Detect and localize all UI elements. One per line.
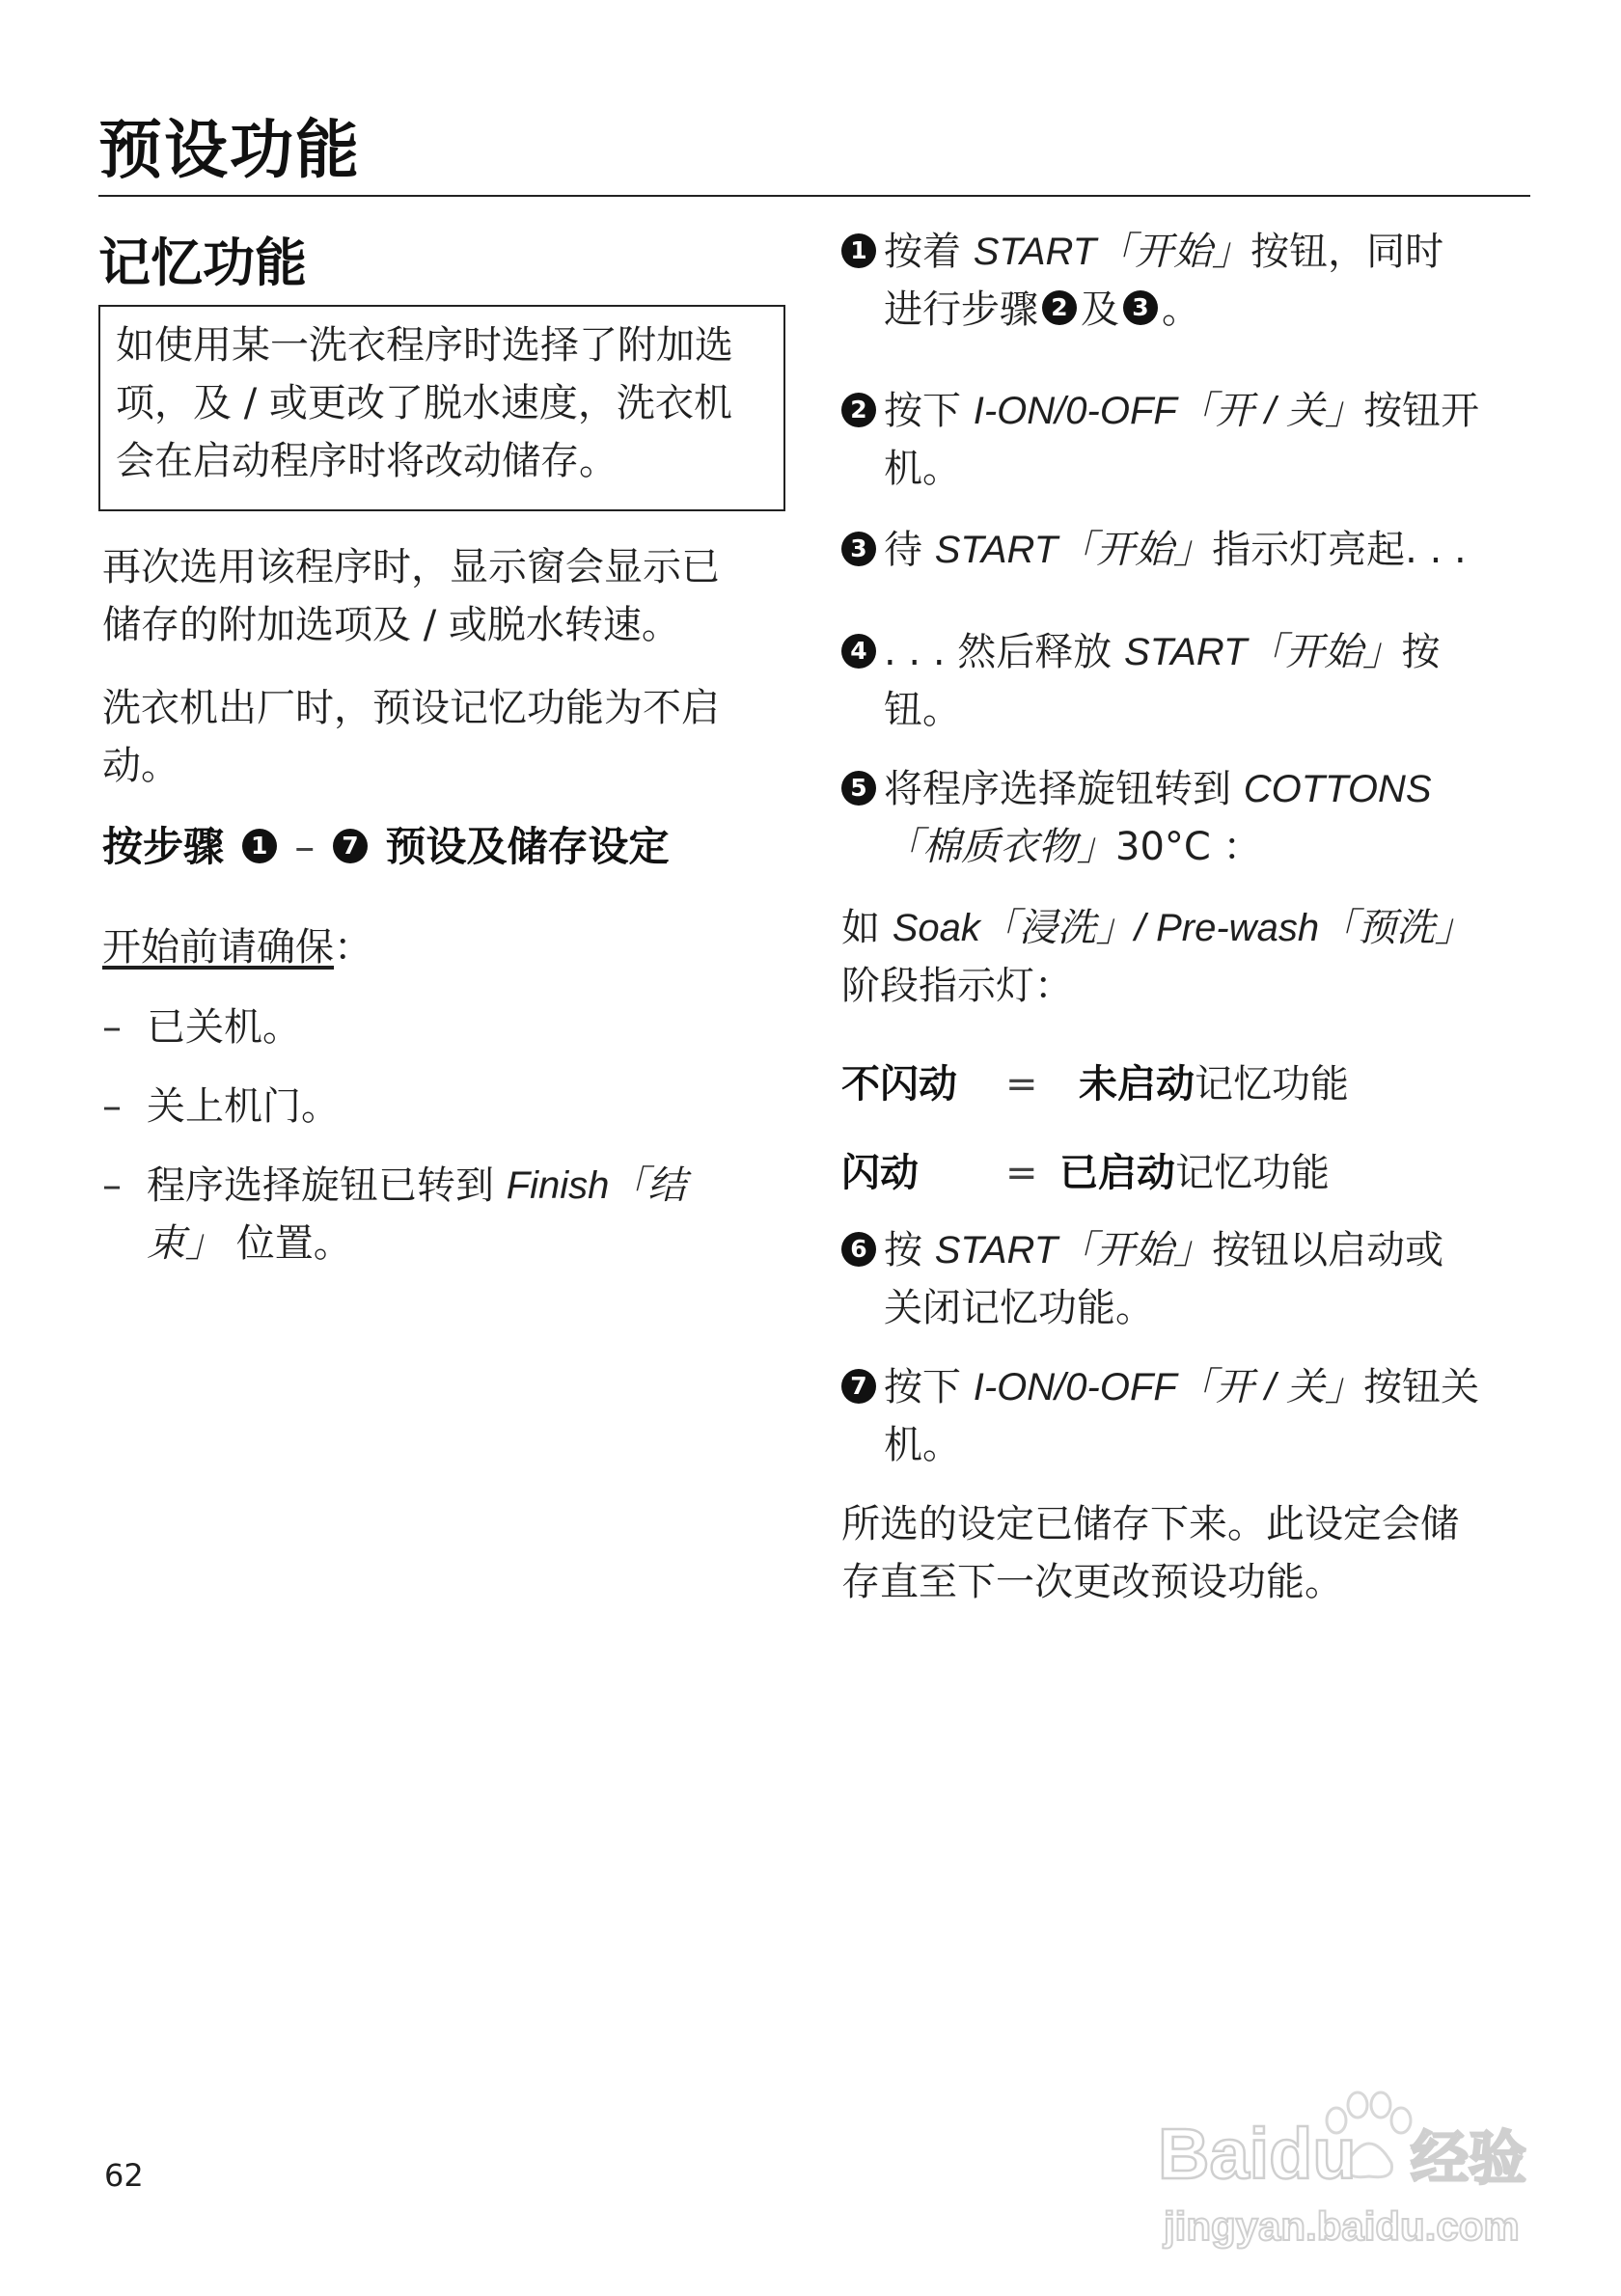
indicator-text: 阶段指示灯：: [841, 964, 1073, 1008]
step-number-icon: 7: [333, 829, 368, 863]
program-finish-label: 束」: [147, 1222, 224, 1265]
legend-meaning: [1059, 1144, 1330, 1202]
page-title: 预设功能: [98, 113, 361, 187]
bullet-dash: –: [102, 1005, 122, 1050]
step-text: 按钮，同时: [1250, 230, 1444, 274]
step-line: [884, 382, 1479, 440]
step-number-icon: 7: [841, 1369, 876, 1404]
watermark-cn: 经验: [1411, 2125, 1526, 2193]
step-text: 按钮关: [1363, 1365, 1480, 1409]
box-line: 会在启动程序时将改动储存。: [116, 439, 618, 483]
watermark-url: jingyan.baidu.com: [1164, 2203, 1520, 2249]
step-text: 机。: [884, 1423, 961, 1467]
before-start-text: 开始前请确保: [102, 925, 334, 970]
bullet-text: 已关机。: [147, 1005, 301, 1050]
step-line: [884, 223, 1443, 281]
bullet-line: [147, 1157, 686, 1215]
bullet-text: 位置。: [235, 1221, 352, 1266]
steps-heading-prefix: 按步骤: [102, 823, 225, 870]
program-cottons-label: 「棉质衣物」: [884, 826, 1115, 868]
final-paragraph: [841, 1495, 1536, 1611]
step-number-icon: 5: [841, 771, 876, 806]
step-number-icon: 4: [841, 634, 876, 669]
paragraph-reselect: [102, 538, 720, 654]
power-button-label: I-ON/0-OFF「开 / 关」: [973, 390, 1364, 432]
bullet-dash: –: [102, 1163, 122, 1208]
soak-prewash-label: Soak「浸洗」/ Pre-wash「预洗」: [892, 907, 1474, 949]
bullet-line: [147, 1215, 686, 1272]
legend-meaning-bold: 未启动: [1079, 1062, 1195, 1107]
paragraph-line: 储存的附加选项及 / 或脱水转速。: [102, 603, 680, 647]
step-number-icon: 3: [841, 532, 876, 566]
step-line: [884, 818, 1432, 876]
step-line: [884, 521, 1467, 579]
paragraph-line: 动。: [102, 744, 179, 788]
memory-note-box: [98, 305, 785, 511]
bullet-dash: –: [102, 1084, 122, 1129]
bullet-text: 关上机门。: [147, 1084, 340, 1129]
step-number-icon: 1: [841, 233, 876, 268]
power-button-label: I-ON/0-OFF「开 / 关」: [973, 1366, 1364, 1408]
step-text: 按钮开: [1363, 389, 1480, 433]
program-finish-label: Finish「结: [506, 1164, 687, 1207]
steps-heading: [102, 818, 670, 876]
steps-heading-suffix: 预设及储存设定: [385, 823, 670, 870]
paragraph-line: 所选的设定已储存下来。此设定会储: [841, 1502, 1459, 1546]
start-button-label: START「开始」: [934, 1229, 1213, 1271]
indicator-note: [841, 899, 1536, 1015]
legend-equals: =: [1005, 1062, 1038, 1107]
watermark-brand: Baidu: [1158, 2114, 1357, 2194]
step-number-icon: 3: [1123, 290, 1158, 325]
step-text: 机。: [884, 447, 961, 491]
step-text: 按钮以启动或: [1212, 1228, 1444, 1272]
page-number: 62: [104, 2157, 144, 2194]
baidu-watermark: [1158, 2064, 1544, 2277]
step-text: 待: [884, 528, 935, 572]
paragraph-line: 存直至下一次更改预设功能。: [841, 1560, 1343, 1604]
paragraph-line: 洗衣机出厂时，预设记忆功能为不启: [102, 686, 720, 730]
legend-meaning-bold: 已启动: [1059, 1151, 1175, 1195]
step-text: 按: [1401, 630, 1441, 674]
step-line: [884, 1358, 1479, 1416]
before-start-colon: ：: [334, 925, 372, 970]
program-cottons-label: COTTONS: [1243, 768, 1432, 810]
indicator-text: 如: [841, 906, 893, 950]
legend-label: 不闪动: [841, 1062, 957, 1107]
step-text: . . . 然后释放: [884, 630, 1125, 674]
step-number-icon: 6: [841, 1232, 876, 1267]
before-start-label: [102, 918, 372, 976]
step-text: 进行步骤: [884, 287, 1038, 332]
steps-heading-separator: –: [294, 823, 316, 870]
step-text: 30°C ：: [1115, 825, 1262, 869]
legend-meaning: [1079, 1055, 1349, 1113]
step-line: [884, 760, 1432, 818]
title-divider: [98, 195, 1530, 197]
paragraph-factory-default: [102, 679, 720, 795]
step-text: 。: [1162, 287, 1200, 332]
bullet-text: 程序选择旋钮已转到: [147, 1163, 507, 1208]
legend-label: 闪动: [841, 1151, 919, 1195]
step-number-icon: 2: [1042, 290, 1077, 325]
start-button-label: START「开始」: [934, 529, 1213, 571]
step-text: 关闭记忆功能。: [884, 1286, 1154, 1330]
step-text: 按着: [884, 230, 974, 274]
step-text: 指示灯亮起. . .: [1212, 528, 1467, 572]
paragraph-line: 再次选用该程序时，显示窗会显示已: [102, 545, 720, 589]
box-line: 如使用某一洗衣程序时选择了附加选: [116, 323, 733, 368]
box-line: 项，及 / 或更改了脱水速度，洗衣机: [116, 381, 732, 425]
step-text: 将程序选择旋钮转到: [884, 767, 1244, 811]
legend-meaning-text: 记忆功能: [1175, 1151, 1330, 1195]
legend-no-flash: [841, 1055, 1536, 1113]
start-button-label: START「开始」: [1124, 631, 1402, 673]
step-line: [884, 281, 1443, 339]
step-line: [884, 623, 1440, 681]
start-button-label: START「开始」: [973, 231, 1251, 273]
step-number-icon: 1: [242, 829, 277, 863]
step-text: 及: [1081, 287, 1119, 332]
step-text: 钮。: [884, 688, 961, 732]
legend-equals: =: [1005, 1151, 1038, 1195]
step-text: 按: [884, 1228, 935, 1272]
indicator-line: [841, 899, 1536, 957]
legend-flash: [841, 1144, 1536, 1202]
section-title: 记忆功能: [98, 232, 307, 293]
step-text: 按下: [884, 1365, 974, 1409]
legend-meaning-text: 记忆功能: [1195, 1062, 1349, 1107]
step-text: 按下: [884, 389, 974, 433]
step-line: [884, 1221, 1443, 1279]
step-number-icon: 2: [841, 393, 876, 427]
